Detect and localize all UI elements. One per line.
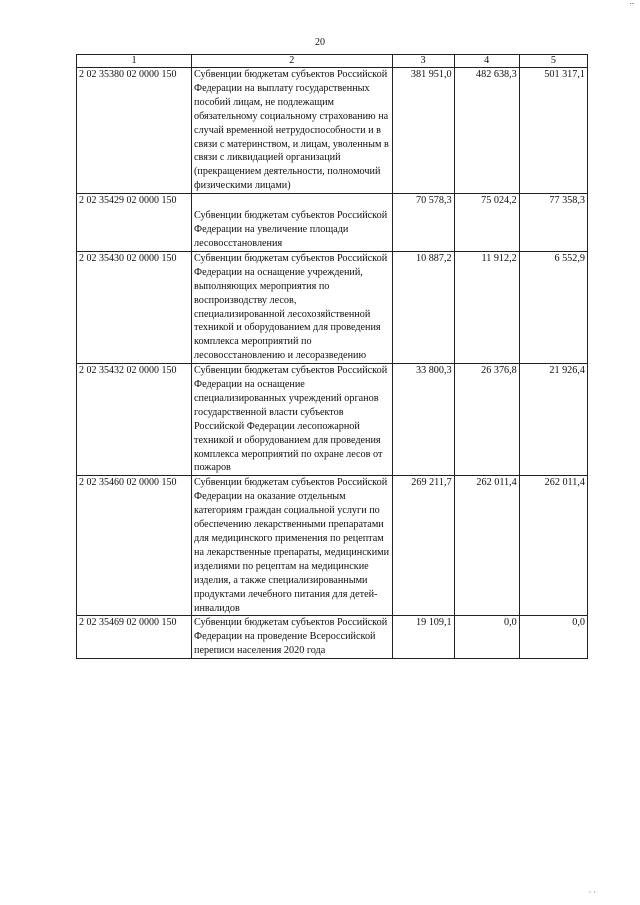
table-row (77, 194, 588, 252)
footer-mark: · · (588, 888, 596, 897)
budget-code: 2 02 35429 02 0000 150 (77, 194, 192, 252)
column-header-4: 4 (454, 55, 519, 68)
amount-col-3: 70 578,3 (392, 194, 454, 252)
budget-code: 2 02 35469 02 0000 150 (77, 616, 192, 659)
amount-col-4: 75 024,2 (454, 194, 519, 252)
table-row (77, 251, 588, 363)
column-header-1: 1 (77, 55, 192, 68)
table-row (77, 476, 588, 616)
table-row (77, 68, 588, 194)
budget-code: 2 02 35460 02 0000 150 (77, 476, 192, 616)
corner-mark: .. (629, 0, 634, 6)
amount-col-5: 0,0 (519, 616, 587, 659)
subvention-description: Субвенции бюджетам субъектов Российской Федерации на выплату государственных пособий лицам, не подлежащим обязательному социальному страхованию на случай временной нетрудоспособности и в связи с материнством, и лицам, уволенным в связи с ликвидацией организаций (прекращением деятельности, полномочий физическими лицами) (192, 68, 393, 194)
amount-col-3: 19 109,1 (392, 616, 454, 659)
budget-code: 2 02 35432 02 0000 150 (77, 364, 192, 476)
amount-col-3: 33 800,3 (392, 364, 454, 476)
column-header-5: 5 (519, 55, 587, 68)
amount-col-5: 6 552,9 (519, 251, 587, 363)
amount-col-4: 11 912,2 (454, 251, 519, 363)
column-header-2: 2 (192, 55, 393, 68)
table-row (77, 364, 588, 476)
amount-col-4: 262 011,4 (454, 476, 519, 616)
amount-col-3: 381 951,0 (392, 68, 454, 194)
column-header-3: 3 (392, 55, 454, 68)
amount-col-4: 482 638,3 (454, 68, 519, 194)
budget-table (76, 54, 588, 659)
subvention-description: Субвенции бюджетам субъектов Российской Федерации на оснащение учреждений, выполняющих мероприятия по воспроизводству лесов, специализированной лесохозяйственной техникой и оборудованием для проведения комплекса мероприятий по лесовосстановлению и лесоразведению (192, 251, 393, 363)
subvention-description: Субвенции бюджетам субъектов Российской Федерации на оказание отдельным категориям граждан социальной услуги по обеспечению лекарственными препаратами для медицинского применения по рецептам на лекарственные препараты, медицинскими изделиями по рецептам на медицинские изделия, а также специализированными продуктами лечебного питания для детей-инвалидов (192, 476, 393, 616)
amount-col-4: 26 376,8 (454, 364, 519, 476)
table-header-row (77, 55, 588, 68)
subvention-description: Субвенции бюджетам субъектов Российской Федерации на проведение Всероссийской переписи населения 2020 года (192, 616, 393, 659)
amount-col-5: 21 926,4 (519, 364, 587, 476)
amount-col-3: 10 887,2 (392, 251, 454, 363)
subvention-description: Субвенции бюджетам субъектов Российской Федерации на оснащение специализированных учреждений органов государственной власти субъектов Российской Федерации лесопожарной техникой и оборудованием для проведения комплекса мероприятий по охране лесов от пожаров (192, 364, 393, 476)
budget-code: 2 02 35380 02 0000 150 (77, 68, 192, 194)
budget-code: 2 02 35430 02 0000 150 (77, 251, 192, 363)
subvention-description: Субвенции бюджетам субъектов Российской Федерации на увеличение площади лесовосстановления (192, 194, 393, 252)
page-number: 20 (315, 37, 325, 48)
amount-col-5: 77 358,3 (519, 194, 587, 252)
amount-col-4: 0,0 (454, 616, 519, 659)
amount-col-5: 501 317,1 (519, 68, 587, 194)
amount-col-3: 269 211,7 (392, 476, 454, 616)
amount-col-5: 262 011,4 (519, 476, 587, 616)
table-row (77, 616, 588, 659)
